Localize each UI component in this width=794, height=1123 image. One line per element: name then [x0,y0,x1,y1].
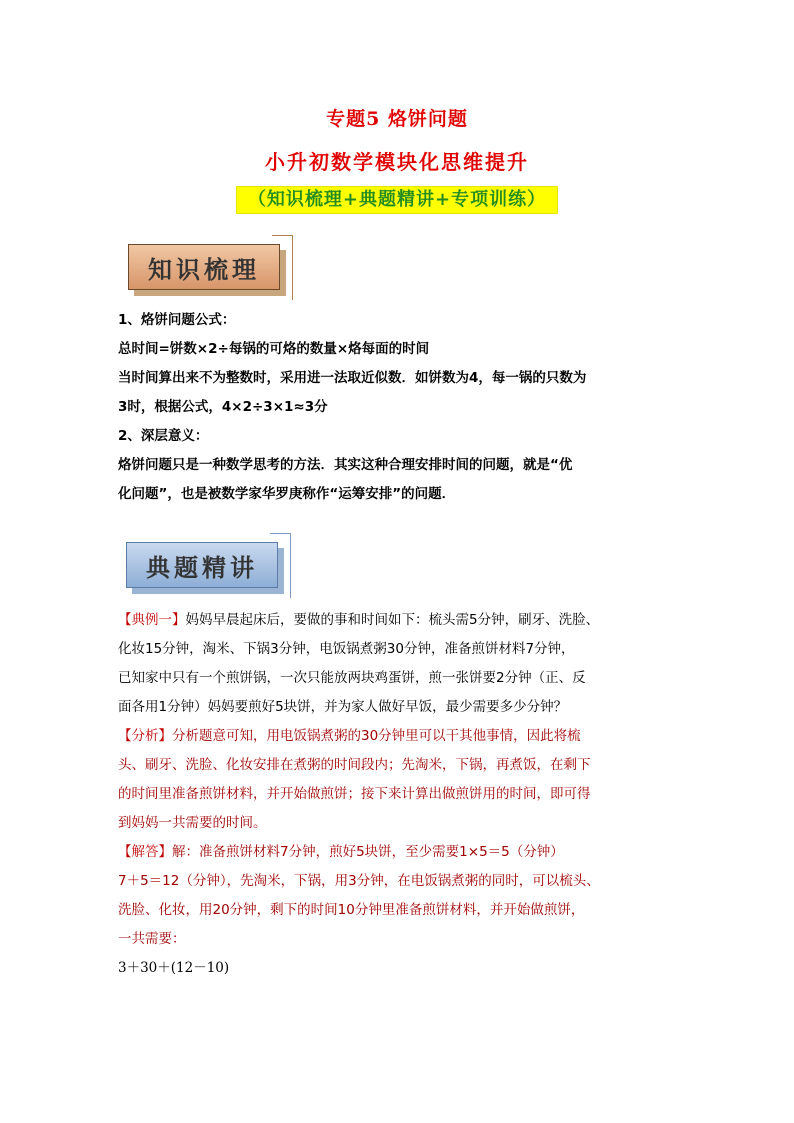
answer-equation: 3＋30＋(12－10) [118,960,230,976]
analysis-line: 到妈妈一共需要的时间。 [118,815,267,831]
document-title: 专题5 烙饼问题 [326,108,468,130]
section-frame-decoration [272,235,293,300]
paragraph-line: 3时，根据公式，4×2÷3×1≈3分 [118,399,328,415]
example-tag: 【典例一】 [118,612,186,628]
paragraph-line: 当时间算出来不为整数时，采用进一法取近似数．如饼数为4，每一锅的只数为 [118,370,587,386]
section-label: 典题精讲 [146,552,258,582]
item-heading: 2、深层意义： [118,428,209,444]
answer-tag: 【解答】 [118,844,172,860]
answer-line: 解：准备煎饼材料7分钟，煎好5块饼，至少需要1×5＝5（分钟） [172,844,564,860]
answer-line: 7＋5＝12（分钟），先淘米，下锅，用3分钟，在电饭锅煮粥的同时，可以梳头、 [118,873,600,889]
section-label: 知识梳理 [148,254,260,284]
analysis-line: 的时间里准备煎饼材料，并开始做煎饼；接下来计算出做煎饼用的时间，即可得 [118,786,591,802]
analysis-line: 分析题意可知，用电饭锅煮粥的30分钟里可以干其他事情，因此将梳 [172,728,581,744]
section-header-knowledge [128,244,280,290]
document-subtitle: 小升初数学模块化思维提升 [265,150,529,174]
example-line: 化妆15分钟，淘米、下锅3分钟，电饭锅煮粥30分钟，准备煎饼材料7分钟， [118,641,575,657]
analysis-line: 头、刷牙、洗脸、化妆安排在煮粥的时间段内；先淘米，下锅，再煮饭，在剩下 [118,757,591,773]
answer-line: 洗脸、化妆，用20分钟，剩下的时间10分钟里准备煎饼材料，并开始做煎饼， [118,902,585,918]
analysis-tag: 【分析】 [118,728,172,744]
example-line: 面各用1分钟）妈妈要煎好5块饼，并为家人做好早饭，最少需要多少分钟？ [118,699,568,715]
section-header-examples [126,542,278,588]
knowledge-content [118,306,688,509]
answer-line: 一共需要： [118,931,186,947]
paragraph-line: 化问题”，也是被数学家华罗庚称作“运筹安排”的问题． [118,486,456,502]
example-line: 妈妈早晨起床后，要做的事和时间如下：梳头需5分钟，刷牙、洗脸、 [185,612,600,628]
paragraph-line: 烙饼问题只是一种数学思考的方法．其实这种合理安排时间的问题，就是“优 [118,457,573,473]
section-frame-decoration [270,533,291,598]
document-tagline: （知识梳理+典题精讲+专项训练） [236,186,558,214]
formula-line: 总时间=饼数×2÷每锅的可烙的数量×烙每面的时间 [118,341,430,357]
item-heading: 1、烙饼问题公式： [118,312,236,328]
example-content [118,606,688,983]
example-line: 已知家中只有一个煎饼锅，一次只能放两块鸡蛋饼，煎一张饼要2分钟（正、反 [118,670,586,686]
